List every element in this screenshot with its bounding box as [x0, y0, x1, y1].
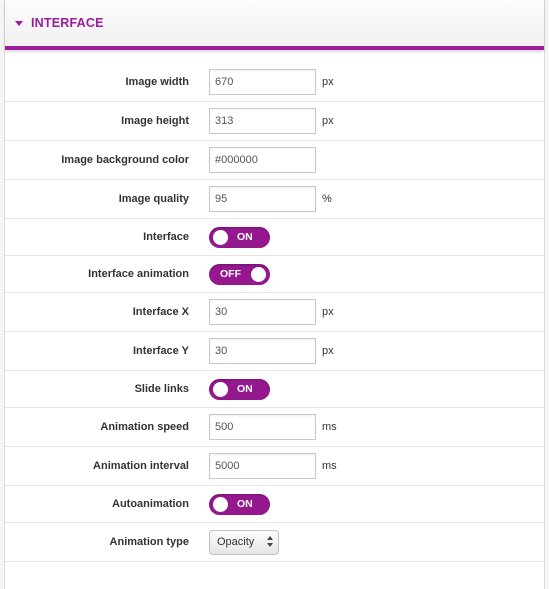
- row-animation-interval: [5, 447, 544, 486]
- settings-list: [5, 63, 544, 562]
- row-animation-speed: [5, 408, 544, 447]
- interface-panel: [4, 0, 545, 589]
- interface-y-unit: px: [322, 345, 334, 357]
- row-slide-links: [5, 371, 544, 408]
- image-width-label: Image width: [125, 76, 189, 88]
- animation-speed-input[interactable]: 500: [209, 414, 316, 440]
- row-image-quality: [5, 180, 544, 219]
- animation-interval-unit: ms: [322, 460, 337, 472]
- toggle-knob: [213, 497, 228, 512]
- row-image-bg-color: [5, 141, 544, 180]
- image-width-input[interactable]: 670: [209, 69, 316, 95]
- image-bg-color-input[interactable]: #000000: [209, 147, 316, 173]
- interface-x-unit: px: [322, 306, 334, 318]
- animation-speed-unit: ms: [322, 421, 337, 433]
- row-interface-animation: [5, 256, 544, 293]
- row-autoanimation: [5, 486, 544, 523]
- toggle-knob: [251, 267, 266, 282]
- row-animation-type: [5, 523, 544, 562]
- image-quality-input[interactable]: 95: [209, 186, 316, 212]
- toggle-state-label: ON: [237, 382, 253, 395]
- panel-title: INTERFACE: [31, 16, 104, 30]
- interface-y-input[interactable]: 30: [209, 338, 316, 364]
- interface-toggle[interactable]: [209, 227, 270, 248]
- row-image-width: [5, 63, 544, 102]
- interface-x-input[interactable]: 30: [209, 299, 316, 325]
- slide-links-toggle[interactable]: [209, 379, 270, 400]
- image-quality-unit: %: [322, 193, 332, 205]
- interface-label: Interface: [143, 231, 189, 243]
- slide-links-label: Slide links: [134, 383, 189, 395]
- image-width-unit: px: [322, 76, 334, 88]
- interface-animation-label: Interface animation: [88, 268, 189, 280]
- row-interface: [5, 219, 544, 256]
- image-quality-label: Image quality: [118, 193, 189, 205]
- image-bg-color-label: Image background color: [61, 154, 189, 166]
- toggle-knob: [213, 382, 228, 397]
- image-height-input[interactable]: 313: [209, 108, 316, 134]
- caret-down-icon[interactable]: [15, 21, 23, 26]
- animation-interval-input[interactable]: 5000: [209, 453, 316, 479]
- autoanimation-label: Autoanimation: [112, 498, 189, 510]
- image-height-unit: px: [322, 115, 334, 127]
- updown-arrows-icon: [267, 536, 273, 547]
- toggle-state-label: ON: [237, 497, 253, 510]
- image-height-label: Image height: [121, 115, 189, 127]
- row-interface-y: [5, 332, 544, 371]
- panel-header[interactable]: [5, 0, 544, 50]
- interface-animation-toggle[interactable]: [209, 264, 270, 285]
- row-interface-x: [5, 293, 544, 332]
- interface-x-label: Interface X: [132, 306, 189, 318]
- animation-interval-label: Animation interval: [93, 460, 189, 472]
- interface-y-label: Interface Y: [132, 345, 189, 357]
- toggle-state-label: OFF: [220, 267, 241, 280]
- toggle-knob: [213, 230, 228, 245]
- autoanimation-toggle[interactable]: [209, 494, 270, 515]
- select-value: Opacity: [217, 536, 255, 548]
- animation-type-label: Animation type: [109, 536, 189, 548]
- animation-type-select[interactable]: [209, 530, 279, 555]
- animation-speed-label: Animation speed: [100, 421, 189, 433]
- toggle-state-label: ON: [237, 230, 253, 243]
- row-image-height: [5, 102, 544, 141]
